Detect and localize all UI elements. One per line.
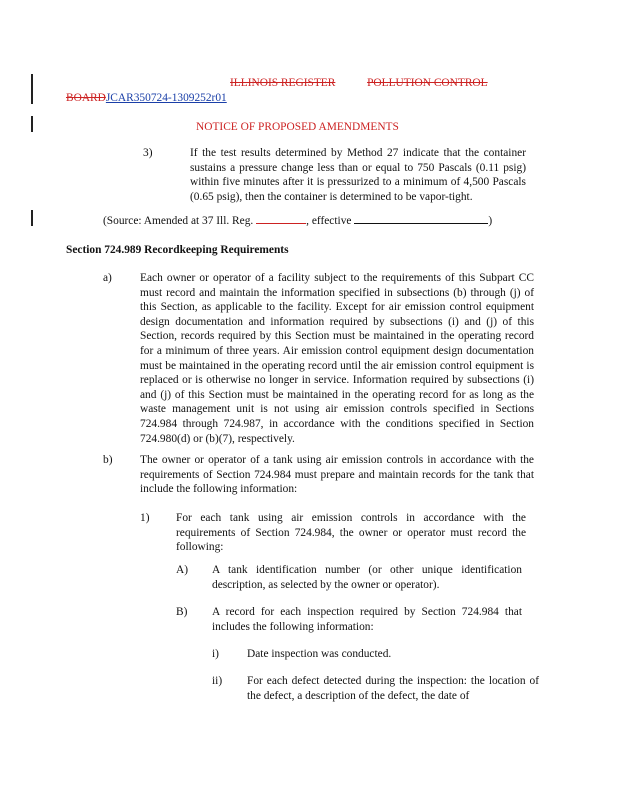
sub-i-text: Date inspection was conducted.: [247, 648, 392, 660]
section-heading: Section 724.989 Recordkeeping Requirements: [66, 244, 289, 256]
source-suffix: ): [488, 215, 493, 227]
item-3-label: 3): [143, 147, 153, 159]
register-title: ILLINOIS REGISTER: [230, 77, 336, 89]
source-prefix: (Source: Amended at 37 Ill. Reg.: [103, 215, 254, 227]
sub-a-text: A tank identification number (or other unique identification description, as selected by the owner or operator).: [212, 564, 522, 591]
para-b-label: b): [103, 454, 113, 466]
sub-ii-label: ii): [212, 675, 223, 687]
doc-id: JCAR350724-1309252r01: [105, 92, 227, 104]
para-a-text: Each owner or operator of a facility subject to the requirements of this Subpart CC must record and maintain the information specified in subsections (b) through (j) of this Section, as applicable to the facility. Except for air emission control equipment design documentation and information required by subsections (i) and (j) of this Section, records required by this Section must be maintained in the operating record for a minimum of three years. Air emission control equipment design documentation must be maintained in the operating record until the air emission control equipment is replaced or is otherwise no longer in service. Information required by subsections (i) and (j) of this Section must be maintained in the operating record for as long as the waste management unit is not using air emission controls specified in Sections 724.984 through 724.987, in accordance with the conditions specified in Section 724.980(d) or (b)(7), respectively.: [140, 272, 534, 445]
item-3-text: If the test results determined by Method 27 indicate that the container sustains a pressure change less than or equal to 750 Pascals (0.11 psig) within five minutes after it is pressurized to a minimum of 4,500 Pascals (0.65 psig), then the container is determined to be vapor-tight.: [190, 147, 526, 203]
sub-b-label: B): [176, 606, 188, 618]
sub-1-label: 1): [140, 512, 150, 524]
para-a-label: a): [103, 272, 112, 284]
sub-b-text: A record for each inspection required by Section 724.984 that includes the following information:: [212, 606, 522, 633]
para-b-text: The owner or operator of a tank using air emission controls in accordance with the requirements of Section 724.984 must prepare and maintain records for the tank that include the following information:: [140, 454, 534, 496]
notice-title: NOTICE OF PROPOSED AMENDMENTS: [196, 121, 399, 133]
sub-i-label: i): [212, 648, 219, 660]
sub-a-label: A): [176, 564, 189, 576]
sub-1-text: For each tank using air emission controls in accordance with the requirements of Section 724.984, the owner or operator must record the following:: [176, 512, 526, 554]
change-bar-header: [31, 74, 33, 104]
source-note: [103, 214, 492, 229]
header-line: [230, 76, 488, 91]
board-name-part2: BOARD: [66, 92, 106, 104]
source-mid: , effective: [306, 215, 352, 227]
change-bar-notice: [31, 116, 33, 132]
header-line-2: [66, 91, 227, 106]
source-reg-blank: [256, 223, 306, 224]
sub-ii-text: For each defect detected during the inspection: the location of the defect, a description of the defect, the date of: [247, 675, 539, 702]
board-name-part1: POLLUTION CONTROL: [367, 77, 488, 89]
source-effective-blank: [354, 223, 488, 224]
change-bar-source: [31, 210, 33, 226]
